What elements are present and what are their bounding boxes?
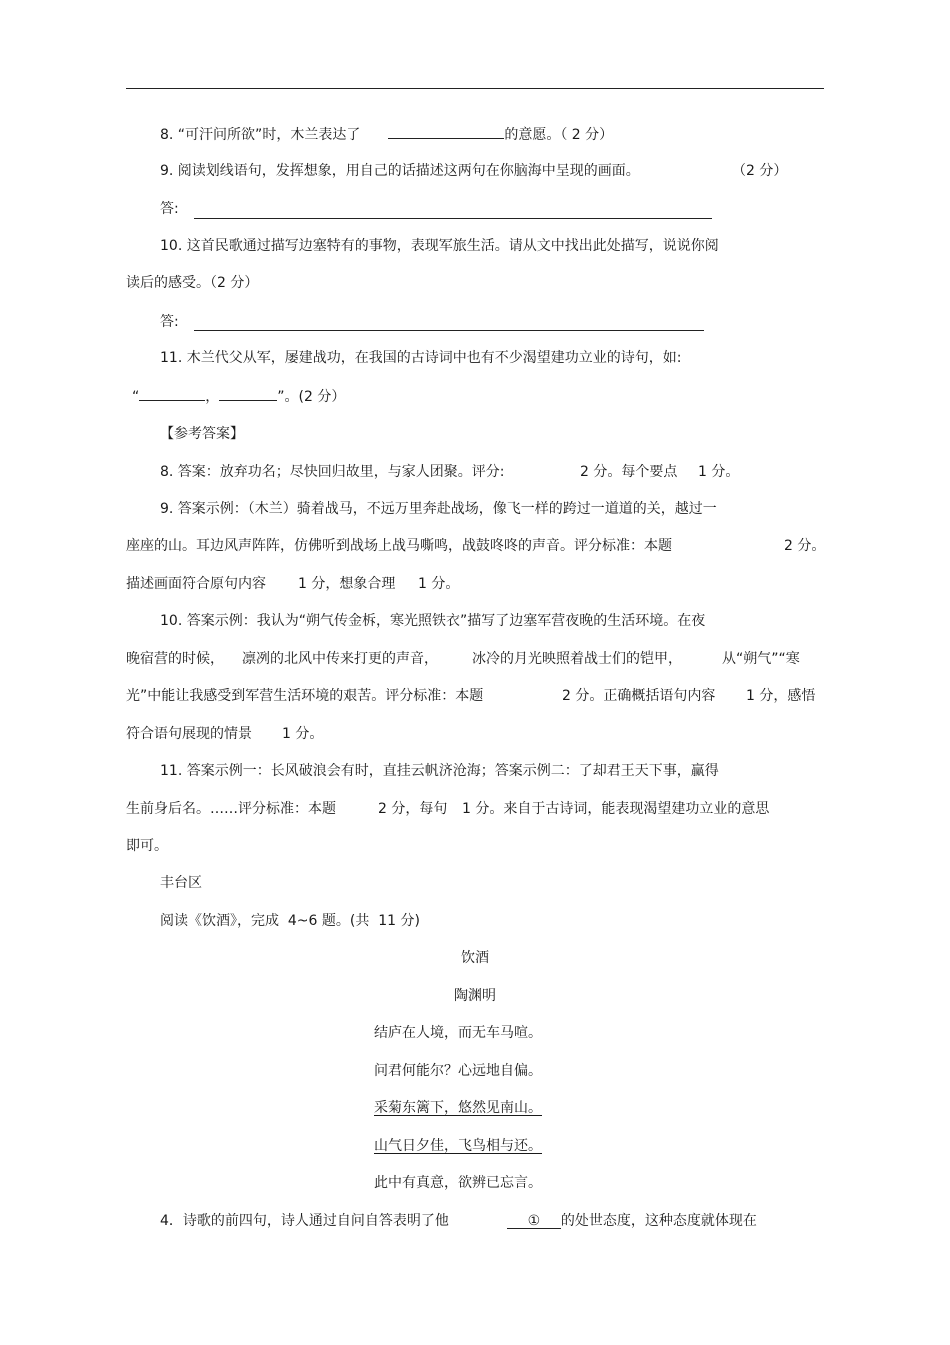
answer-11-line1: 11. 答案示例一：长风破浪会有时，直挂云帆济沧海；答案示例二：了却君王天下事，赢得 (160, 763, 719, 779)
q4-text-after: 的处世态度，这种态度就体现在 (560, 1213, 757, 1229)
answer-8-b: 2 分。每个要点 (580, 464, 678, 480)
reading-instruction: 阅读《饮酒》，完成 4~6 题。(共 11 分) (160, 913, 420, 929)
answer-8-c: 1 分。 (698, 464, 740, 480)
answer-9-line1: 9. 答案示例：（木兰）骑着战马，不远万里奔赴战场，像飞一样的跨过一道道的关，越过一 (160, 501, 717, 517)
q10-answer-label: 答: (160, 314, 179, 330)
answer-10-line2d: 从“朔气”“寒 (722, 651, 800, 667)
answer-10-line4a: 符合语句展现的情景 (126, 726, 252, 742)
answer-9-line2b: 2 分。 (784, 538, 826, 554)
q4-text-before: 4．诗歌的前四句，诗人通过自问自答表明了他 (160, 1213, 449, 1229)
q9-answer-line[interactable] (194, 218, 712, 219)
question-4 (160, 1211, 757, 1231)
q9-score: （2 分） (732, 163, 788, 179)
poem-line: 问君何能尔？心远地自偏。 (374, 1063, 542, 1079)
question-8 (160, 124, 613, 145)
q11-blank-2[interactable] (219, 386, 277, 401)
answer-11-line2b: 2 分，每句 (378, 801, 448, 817)
answer-11-line2a: 生前身后名。……评分标准：本题 (126, 801, 336, 817)
question-10-line1: 10. 这首民歌通过描写边塞特有的事物，表现军旅生活。请从文中找出此处描写，说说你阅 (160, 238, 719, 254)
poem-line: 此中有真意，欲辨已忘言。 (374, 1175, 542, 1191)
poem-author: 陶渊明 (454, 988, 496, 1004)
question-11-line2 (132, 386, 345, 407)
q11-comma: ， (205, 389, 220, 405)
answer-10-line3a: 光”中能让我感受到军营生活环境的艰苦。评分标准：本题 (126, 688, 484, 704)
poem-line-underlined: 山气日夕佳，飞鸟相与还。 (374, 1138, 542, 1154)
question-10-line2: 读后的感受。（2 分） (126, 275, 259, 291)
answer-9-line3a: 描述画面符合原句内容 (126, 576, 266, 592)
answer-10-line3b: 2 分。正确概括语句内容 (562, 688, 716, 704)
answer-9-line3c: 1 分。 (418, 576, 460, 592)
q10-answer-line[interactable] (194, 330, 704, 331)
answer-10-line1: 10. 答案示例：我认为“朔气传金柝，寒光照铁衣”描写了边塞军营夜晚的生活环境。在夜 (160, 613, 706, 629)
q8-answer-blank[interactable] (388, 124, 504, 139)
reference-answer-title: 【参考答案】 (160, 426, 244, 442)
answer-10-line2c: 冰冷的月光映照着战士们的铠甲， (472, 651, 682, 667)
answer-9-line2a: 座座的山。耳边风声阵阵，仿佛听到战场上战马嘶鸣，战鼓咚咚的声音。评分标准：本题 (126, 538, 672, 554)
answer-10-line3c: 1 分，感悟 (746, 688, 816, 704)
q9-answer-label: 答: (160, 201, 179, 217)
poem-line: 结庐在人境，而无车马喧。 (374, 1025, 542, 1041)
q11-close-score: ”。(2 分） (277, 389, 346, 405)
q11-blank-1[interactable] (139, 386, 205, 401)
answer-10-line2b: 凛冽的北风中传来打更的声音， (242, 651, 438, 667)
question-9: 9. 阅读划线语句，发挥想象，用自己的话描述这两句在你脑海中呈现的画面。 (160, 163, 640, 179)
district-heading: 丰台区 (160, 875, 202, 891)
answer-11-line3: 即可。 (126, 838, 168, 854)
q4-answer-blank[interactable] (507, 1214, 561, 1229)
q4-blank-number: ① (527, 1213, 541, 1229)
question-11-line1: 11. 木兰代父从军，屡建战功，在我国的古诗词中也有不少渴望建功立业的诗句，如: (160, 350, 682, 366)
poem-title: 饮酒 (461, 950, 489, 966)
answer-10-line4b: 1 分。 (282, 726, 324, 742)
header-rule (126, 88, 824, 89)
q11-open-quote: “ (132, 389, 140, 405)
q8-text-before: 8. “可汗问所欲”时，木兰表达了 (160, 127, 361, 143)
answer-11-line2c: 1 分。来自于古诗词，能表现渴望建功立业的意思 (462, 801, 770, 817)
q8-text-after: 的意愿。（ 2 分） (504, 127, 614, 143)
poem-line-underlined: 采菊东篱下，悠然见南山。 (374, 1100, 542, 1116)
answer-10-line2a: 晚宿营的时候， (126, 651, 224, 667)
answer-9-line3b: 1 分，想象合理 (298, 576, 396, 592)
answer-8-a: 8. 答案：放弃功名；尽快回归故里，与家人团聚。评分: (160, 464, 505, 480)
